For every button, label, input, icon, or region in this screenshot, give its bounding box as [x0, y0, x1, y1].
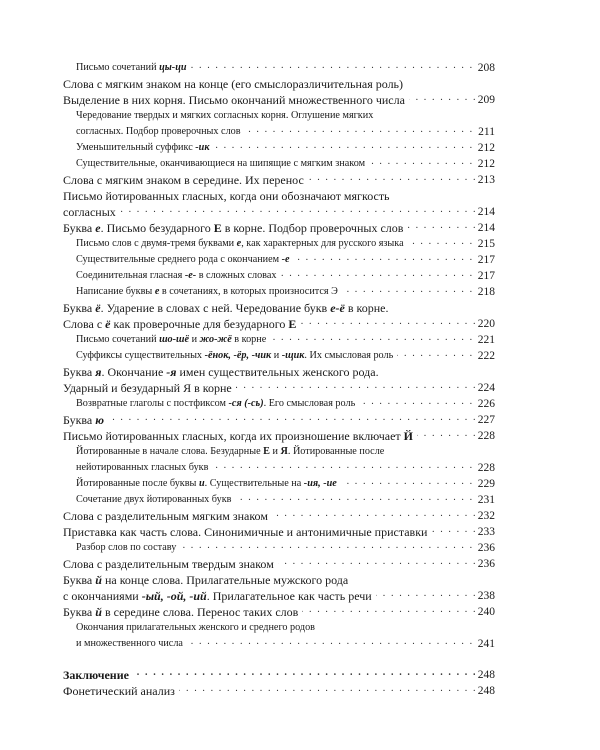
toc-text: Слова с — [63, 317, 106, 331]
toc-entry[interactable] — [76, 476, 495, 492]
toc-text: в корне — [231, 334, 267, 345]
toc-entry[interactable] — [76, 156, 495, 172]
toc-strong: Е — [263, 446, 270, 457]
toc-page-number: 238 — [475, 588, 495, 604]
toc-page-number: 240 — [475, 604, 495, 620]
toc-text: . Их смысловая роль — [304, 350, 394, 361]
toc-emphasis: е — [154, 286, 160, 297]
toc-entry-title — [63, 604, 302, 620]
toc-entry-title — [63, 683, 179, 699]
toc-text: Фонетический анализ — [63, 684, 175, 698]
toc-text: с окончаниями — [63, 589, 142, 603]
toc-entry-title — [63, 667, 133, 683]
toc-entry-title — [63, 556, 278, 572]
toc-emphasis: -ся (-сь) — [228, 398, 264, 409]
toc-emphasis: жо-жё — [199, 334, 232, 345]
toc-entry-title — [63, 508, 272, 524]
toc-emphasis: й — [95, 573, 102, 587]
toc-entry-title — [63, 220, 407, 236]
toc-entry-title — [76, 140, 214, 156]
toc-text: . Ударение в словах с ней. Чередование букв — [100, 301, 331, 315]
toc-entry-title — [76, 108, 377, 124]
toc-text: Буква — [63, 573, 96, 587]
toc-entry[interactable] — [76, 348, 495, 364]
toc-text: Письмо сочетаний — [76, 334, 160, 345]
toc-entry-title — [63, 588, 376, 604]
toc-entry-title — [63, 300, 393, 316]
toc-entry[interactable] — [63, 188, 495, 204]
toc-text: . Его смысловая роль — [263, 398, 356, 409]
toc-emphasis: е-ё — [330, 301, 345, 315]
toc-page-number: 214 — [475, 220, 495, 236]
toc-entry[interactable] — [63, 76, 495, 92]
toc-page-number: 221 — [475, 332, 495, 348]
toc-text: Возвратные глаголы с постфиксом — [76, 398, 229, 409]
toc-entry-title — [76, 620, 319, 636]
toc-text: согласных — [63, 205, 116, 219]
dot-leader — [63, 204, 495, 218]
toc-entry[interactable] — [63, 380, 495, 396]
toc-page-number: 248 — [475, 683, 495, 699]
toc-text: . Йотированные после — [287, 446, 385, 457]
toc-entry-title — [63, 188, 394, 204]
toc-text: и — [269, 446, 281, 457]
toc-emphasis: й — [95, 605, 102, 619]
toc-emphasis: е — [236, 238, 242, 249]
toc-page-number: 231 — [475, 492, 495, 508]
toc-emphasis: -ик — [195, 142, 210, 153]
toc-entry[interactable] — [63, 428, 495, 444]
toc-text: . Прилагательное как часть речи — [206, 589, 372, 603]
toc-entry[interactable] — [63, 204, 495, 220]
toc-entry[interactable] — [63, 508, 495, 524]
toc-text: Слова с разделительным мягким знаком — [63, 509, 268, 523]
toc-text: Слова с разделительным твердым знаком — [63, 557, 274, 571]
toc-page-number: 233 — [475, 524, 495, 540]
toc-text: Чередование твердых и мягких согласных корня. Оглушение мягких — [76, 110, 374, 121]
toc-emphasis: -ый, -ой, -ий — [141, 589, 207, 603]
toc-entry-title — [63, 92, 409, 108]
toc-page-number: 227 — [475, 412, 495, 428]
toc-emphasis: -я — [166, 365, 177, 379]
dot-leader — [63, 412, 495, 426]
toc-entry-title — [76, 444, 388, 460]
toc-entry[interactable] — [76, 140, 495, 156]
toc-text: Написание буквы — [76, 286, 155, 297]
toc-strong: Е — [288, 317, 297, 331]
toc-entry-title — [63, 172, 308, 188]
toc-spacer — [0, 652, 600, 667]
toc-entry-title — [63, 572, 352, 588]
toc-page-number: 228 — [475, 428, 495, 444]
toc-entry[interactable] — [63, 92, 495, 108]
toc-text: нейотированных гласных букв — [76, 462, 209, 473]
toc-text: Существительные среднего рода с окончанием — [76, 254, 282, 265]
toc-emphasis: шо-шё — [159, 334, 190, 345]
toc-page-number: 222 — [475, 348, 495, 364]
toc-text: Приставка как часть слова. Синонимичные и антонимичные приставки — [63, 525, 428, 539]
toc-text: имен существительных женского рода. — [176, 365, 379, 379]
toc-entry-title — [76, 348, 397, 364]
toc-emphasis: -ёнок, -ёр, -чик — [204, 350, 272, 361]
toc-entry[interactable] — [76, 396, 495, 412]
toc-entry-title — [76, 476, 341, 492]
toc-entry-title — [63, 524, 431, 540]
toc-entry[interactable] — [76, 636, 495, 652]
toc-entry[interactable] — [76, 60, 495, 76]
toc-entry[interactable] — [76, 108, 495, 124]
toc-entry[interactable] — [76, 284, 495, 300]
toc-text: Разбор слов по составу — [76, 542, 177, 553]
toc-entry[interactable] — [76, 540, 495, 556]
toc-text: Выделение в них корня. Письмо окончаний множественного числа — [63, 93, 405, 107]
toc-entry[interactable] — [76, 444, 495, 460]
toc-text: . Письмо безударного — [100, 221, 214, 235]
toc-entry-title — [76, 396, 359, 412]
toc-entry-title — [76, 636, 187, 652]
toc-entry[interactable] — [76, 460, 495, 476]
toc-text: Письмо сочетаний — [76, 62, 160, 73]
toc-text: Слова с мягким знаком в середине. Их перенос — [63, 173, 304, 187]
toc-text: и — [271, 350, 282, 361]
toc-emphasis: и — [198, 478, 205, 489]
toc-entry[interactable] — [76, 620, 495, 636]
toc-entry[interactable] — [63, 316, 495, 332]
table-of-contents — [0, 60, 600, 699]
toc-emphasis: ё — [95, 301, 101, 315]
toc-text: . Существительные на — [204, 478, 304, 489]
toc-text: согласных. Подбор проверочных слов — [76, 126, 241, 137]
toc-emphasis: ё — [105, 317, 111, 331]
toc-entry-title — [63, 380, 236, 396]
toc-entry-title — [76, 284, 342, 300]
toc-entry-title — [76, 252, 294, 268]
toc-page-number: 232 — [475, 508, 495, 524]
toc-page-number: 248 — [475, 667, 495, 683]
toc-text: Суффиксы существительных — [76, 350, 205, 361]
toc-text: Письмо йотированных гласных, когда их произношение включает — [63, 429, 404, 443]
toc-entry-title — [76, 156, 369, 172]
toc-page-number: 208 — [475, 60, 495, 76]
toc-text: Слова с мягким знаком на конце (его смыслоразличительная роль) — [63, 77, 404, 91]
toc-entry-title — [63, 204, 120, 220]
toc-strong: Е — [213, 221, 222, 235]
toc-text: и — [189, 334, 200, 345]
toc-entry[interactable] — [76, 252, 495, 268]
toc-text: . Окончание — [101, 365, 167, 379]
toc-entry[interactable] — [63, 364, 495, 380]
toc-emphasis: цы-ци — [159, 62, 187, 73]
toc-entry[interactable] — [63, 572, 495, 588]
toc-text: Письмо йотированных гласных, когда они обозначают мягкость — [63, 189, 390, 203]
toc-text: Заключение — [63, 668, 129, 682]
toc-page-number: 217 — [475, 252, 495, 268]
toc-page-number: 218 — [475, 284, 495, 300]
toc-text: Окончания прилагательных женского и среднего родов — [76, 622, 315, 633]
toc-text: в сочетаниях, в которых произносится Э — [159, 286, 338, 297]
toc-page-number: 236 — [475, 540, 495, 556]
toc-emphasis: я — [95, 365, 102, 379]
toc-emphasis: -щик — [281, 350, 305, 361]
toc-text: в корне. Подбор проверочных слов — [221, 221, 404, 235]
toc-entry-title — [76, 492, 235, 508]
toc-entry[interactable] — [63, 172, 495, 188]
toc-entry[interactable] — [63, 667, 495, 683]
toc-text: и множественного числа — [76, 638, 183, 649]
toc-page-number: 213 — [475, 172, 495, 188]
toc-entry-title — [76, 332, 270, 348]
toc-entry[interactable] — [63, 683, 495, 699]
toc-emphasis: ю — [95, 413, 105, 427]
toc-entry[interactable] — [76, 332, 495, 348]
toc-page-number: 241 — [475, 636, 495, 652]
toc-page-number: 211 — [475, 124, 495, 140]
toc-entry-title — [76, 60, 191, 76]
toc-text: в корне. — [344, 301, 389, 315]
toc-entry[interactable] — [63, 412, 495, 428]
toc-text: , как характерных для русского языка — [241, 238, 404, 249]
toc-entry[interactable] — [76, 124, 495, 140]
toc-text: Сочетание двух йотированных букв — [76, 494, 232, 505]
toc-text: Буква — [63, 221, 96, 235]
toc-entry-title — [63, 76, 407, 92]
toc-page-number: 226 — [475, 396, 495, 412]
toc-entry-title — [76, 540, 180, 556]
toc-entry-title — [76, 460, 212, 476]
toc-page-number: 224 — [475, 380, 495, 396]
toc-text: Йотированные после буквы — [76, 478, 199, 489]
toc-page-number: 217 — [475, 268, 495, 284]
toc-entry[interactable] — [63, 604, 495, 620]
toc-text: Уменьшительный суффикс — [76, 142, 196, 153]
toc-page-number: 229 — [475, 476, 495, 492]
toc-entry[interactable] — [76, 268, 495, 284]
toc-emphasis: -е — [281, 254, 290, 265]
toc-emphasis: е — [95, 221, 101, 235]
toc-entry[interactable] — [63, 556, 495, 572]
toc-page-number: 236 — [475, 556, 495, 572]
toc-entry-title — [63, 316, 300, 332]
toc-emphasis: -ия, -ие — [303, 478, 337, 489]
toc-entry[interactable] — [63, 220, 495, 236]
toc-page-number: 209 — [475, 92, 495, 108]
toc-page-number: 212 — [475, 140, 495, 156]
toc-page-number: 212 — [475, 156, 495, 172]
toc-entry[interactable] — [76, 492, 495, 508]
toc-page-number: 228 — [475, 460, 495, 476]
toc-text: Буква — [63, 365, 96, 379]
toc-entry[interactable] — [63, 524, 495, 540]
toc-page-number: 220 — [475, 316, 495, 332]
toc-entry-title — [63, 428, 417, 444]
toc-entry-title — [63, 412, 108, 428]
toc-text: Буква — [63, 301, 96, 315]
toc-strong: Я — [280, 446, 288, 457]
toc-text: в сложных словах — [196, 270, 277, 281]
toc-entry[interactable] — [76, 236, 495, 252]
toc-strong: Й — [403, 429, 413, 443]
toc-text: Буква — [63, 413, 96, 427]
toc-emphasis: -е- — [184, 270, 197, 281]
toc-text: Существительные, оканчивающиеся на шипящие с мягким знаком — [76, 158, 366, 169]
toc-entry-title — [76, 236, 408, 252]
toc-text: Буква — [63, 605, 96, 619]
toc-page-number: 214 — [475, 204, 495, 220]
toc-text: на конце слова. Прилагательные мужского рода — [101, 573, 349, 587]
toc-entry-title — [76, 268, 280, 284]
toc-text: как проверочные для безударного — [110, 317, 289, 331]
toc-text: Соединительная гласная — [76, 270, 185, 281]
toc-entry-title — [63, 364, 383, 380]
toc-page-number: 215 — [475, 236, 495, 252]
toc-text: Ударный и безударный Я в корне — [63, 381, 232, 395]
toc-text: Йотированные в начале слова. Безударные — [76, 446, 264, 457]
toc-entry[interactable] — [63, 588, 495, 604]
toc-text: в середине слова. Перенос таких слов — [101, 605, 299, 619]
toc-entry[interactable] — [63, 300, 495, 316]
toc-entry-title — [76, 124, 245, 140]
toc-text: Письмо слов с двумя-тремя буквами — [76, 238, 237, 249]
